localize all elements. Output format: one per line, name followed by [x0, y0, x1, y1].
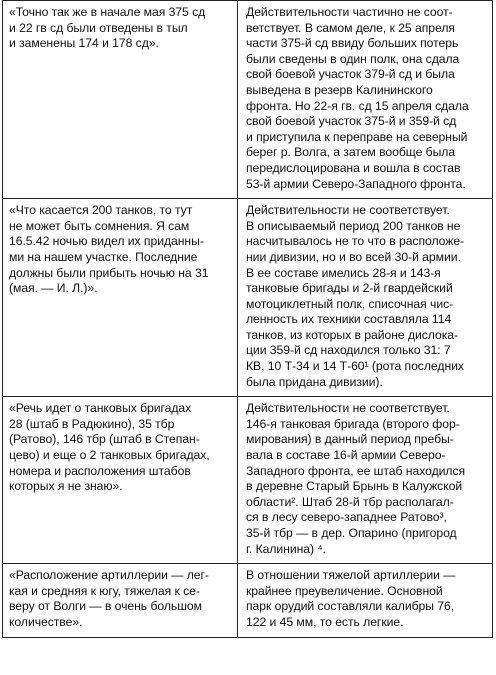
response-cell: Действительности не соответствует. В описываемый период 200 танков не насчитывалось не то что в расположе- нии дивизии, но и во всей 30-й армии. В ее составе имелись 28-я и 143-я танковые бригады и 2-й гвардейский мотоциклетный полк, списочная чис- ленность их техники составляла 114 танков, из которых в районе дислока- ции 359-й сд находился только 31: 7 КВ, 10 Т-34 и 14 Т-60¹ (рота последних была придана дивизии).	[238, 199, 493, 397]
claim-cell: «Расположение артиллерии — лег- кая и средняя к югу, тяжелая к се- веру от Волги — в очень большом количестве».	[3, 564, 238, 637]
table-row	[3, 1, 493, 199]
response-cell: Действительности частично не соот- ветствует. В самом деле, к 25 апреля части 375-й сд ввиду больших потерь были сведены в один полк, она сдала свой боевой участок 379-й сд и была выведена в резерв Калининского фронта. Но 22-я гв. сд 15 апреля сдала свой боевой участок 375-й и 359-й сд и приступила к переправе на северный берег р. Волга, а затем вообще была передислоцирована и вошла в состав 53-й армии Северо-Западного фронта.	[238, 1, 493, 199]
table-row	[3, 564, 493, 637]
response-cell: Действительности не соответствует. 146-я танковая бригада (второго фор- мирования) в данный период пребы- вала в составе 16-й армии Северо- Западного фронта, ее штаб находился в деревне Старый Брынь в Калужской области². Штаб 28-й тбр располагал- ся в лесу северо-западнее Ратово³, 35-й тбр — в дер. Опарино (пригород г. Калинина) ⁴.	[238, 397, 493, 564]
table-row	[3, 199, 493, 397]
claim-cell: «Что касается 200 танков, то тут не может быть сомнения. Я сам 16.5.42 ночью видел их приданны- ми на нашем участке. Последние должны были прибыть ночью на 31 (мая. — И. Л.)».	[3, 199, 238, 397]
comparison-table	[2, 0, 493, 638]
claim-cell: «Точно так же в начале мая 375 сд и 22 гв сд были отведены в тыл и заменены 174 и 178 сд».	[3, 1, 238, 199]
table-row	[3, 397, 493, 564]
claim-cell: «Речь идет о танковых бригадах 28 (штаб в Радюкино), 35 тбр (Ратово), 146 тбр (штаб в Степан- цево) и еще о 2 танковых бригадах, номера и расположения штабов которых я не знаю».	[3, 397, 238, 564]
response-cell: В отношении тяжелой артиллерии — крайнее преувеличение. Основной парк орудий составляли калибры 76, 122 и 45 мм, то есть легкие.	[238, 564, 493, 637]
